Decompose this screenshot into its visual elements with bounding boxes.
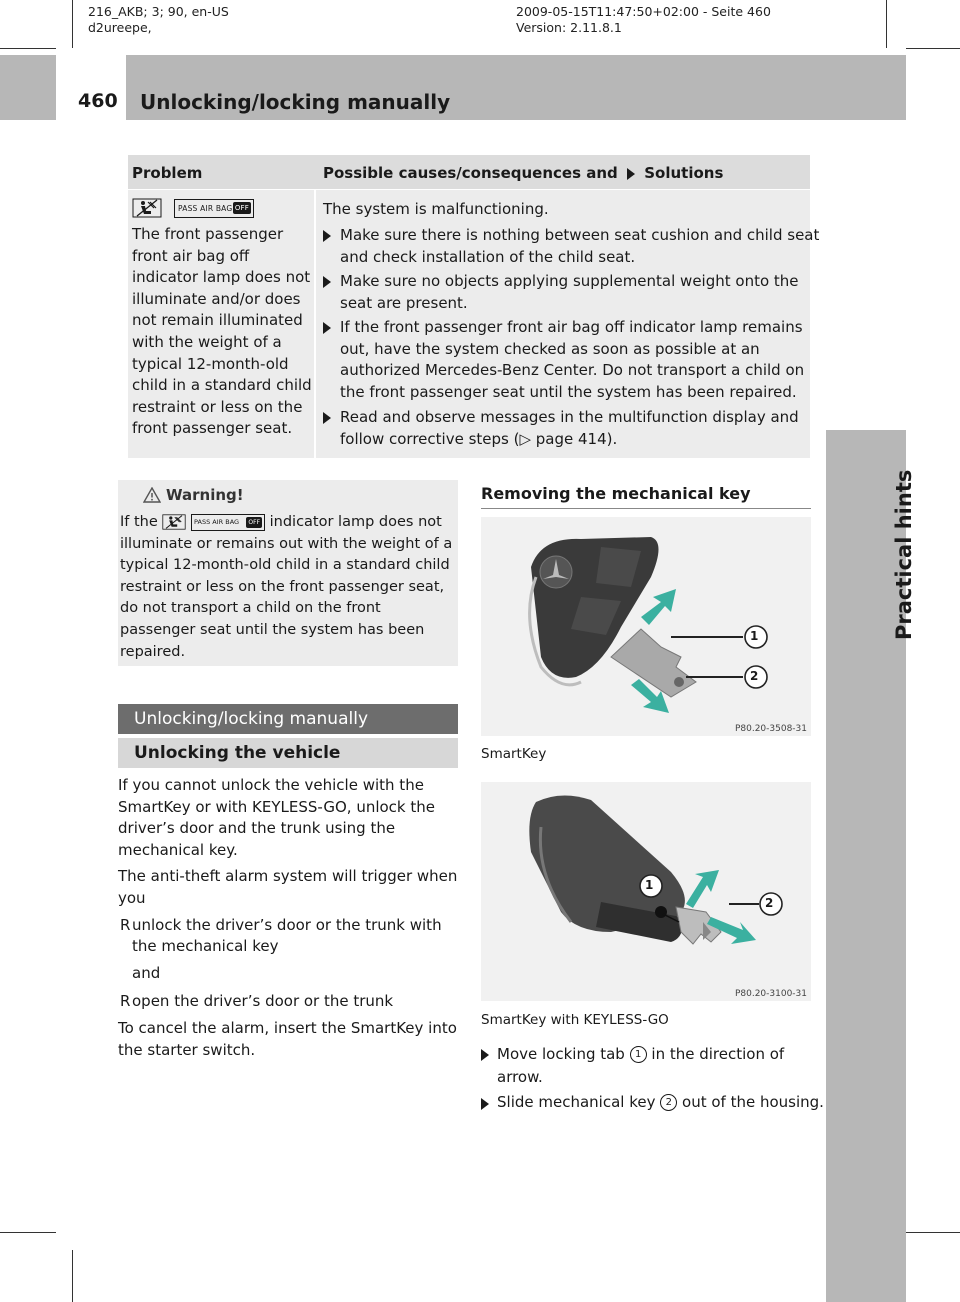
page-title: Unlocking/locking manually [140,90,451,114]
warning-line: illuminate or remains out with the weight of a [120,535,453,552]
callout-2-icon [660,1094,677,1111]
crop-mark [72,1250,73,1302]
warning-line: restraint or less on the front passenger seat, [120,578,445,595]
callout-2: 2 [750,669,759,683]
step-item [497,1091,824,1114]
meta-left-line2: d2ureepe, [88,20,152,35]
callout-1: 1 [750,629,759,643]
column-header-problem: Problem [132,164,203,182]
image-code: P80.20-3508-31 [734,724,807,734]
airbag-off-badge: OFF [248,518,261,526]
warning-title: Warning! [166,486,244,504]
list-line: unlock the driver’s door or the trunk with [132,915,442,934]
step-arrow-icon [323,276,331,288]
print-meta-left [88,4,229,36]
step-text: out of the housing. [682,1093,824,1111]
cause-text: The system is malfunctioning. [323,200,549,218]
callout-1-icon [630,1046,647,1063]
problem-line: front air bag off [132,246,250,265]
solution-line: authorized Mercedes-Benz Center. Do not transport a child on [340,361,805,380]
solution-line: Make sure no objects applying supplemental weight onto the [340,272,799,290]
solution-line: Read and observe messages in the multifunction display and [340,408,799,426]
problem-line: child in a standard child [132,376,312,395]
problem-line: front passenger seat. [132,419,293,438]
smartkey-photo [481,517,811,736]
side-tab-label: Practical hints [892,469,916,640]
image-code: P80.20-3100-31 [734,989,807,999]
problem-line: illuminate and/or does [132,289,301,308]
problem-line: The front passenger [132,225,284,243]
warning-line: repaired. [120,643,186,660]
step-text: arrow. [497,1067,543,1086]
problem-line: indicator lamp does not [132,268,311,287]
crop-mark [0,48,56,49]
crop-mark [72,0,73,48]
crop-mark [0,1232,56,1233]
step-arrow-icon [481,1098,489,1110]
step-item [497,1043,784,1088]
bullet-icon: R [120,992,131,1011]
section-heading: Unlocking/locking manually [118,704,458,734]
list-line: open the driver’s door or the trunk [132,992,394,1011]
subsection-heading: Unlocking the vehicle [118,738,458,768]
pass-airbag-off-icon [191,514,265,531]
meta-left-line1: 216_AKB; 3; 90, en-US [88,4,229,19]
bullet-icon: R [120,915,131,934]
crop-mark [906,48,960,49]
seat-occupant-airbag-icon [132,198,162,218]
step-arrow-icon [323,322,331,334]
step-arrow-icon [323,412,331,424]
step-text: Move locking tab [497,1045,625,1063]
solution-line: seat are present. [340,293,468,312]
warning-pre: If the [120,514,158,530]
solution-line: and check installation of the child seat. [340,247,636,266]
callout-number: 2 [665,1097,672,1108]
solution-item [340,317,804,403]
heading-rule [481,508,811,509]
print-meta-right [516,4,771,36]
body-line: you [118,888,146,907]
problem-line: with the weight of a [132,332,282,351]
solution-line: the front passenger seat until the system has been repaired. [340,382,797,401]
solutions-header-pre: Possible causes/consequences and [323,164,618,182]
warning-line: typical 12-month-old child in a standard child [120,557,450,574]
problem-line: restraint or less on the [132,397,303,416]
meta-right-line2: Version: 2.11.8.1 [516,20,622,35]
step-arrow-icon [481,1049,489,1061]
crop-mark [906,1232,960,1233]
solution-line: out, have the system checked as soon as possible at an [340,339,760,358]
solution-line: follow corrective steps (▷ page 414). [340,429,618,448]
airbag-label: PASS AIR BAG [194,517,240,526]
problem-line: not remain illuminated [132,311,303,330]
warning-post: indicator lamp does not [269,514,442,530]
step-text: in the direction of [651,1045,785,1063]
solution-line: Make sure there is nothing between seat cushion and child seat [340,226,820,244]
crop-mark [886,0,887,48]
solution-item [340,271,799,314]
keyless-go-photo [481,782,811,1001]
page-number: 460 [78,90,118,112]
pass-airbag-off-icon [174,199,254,218]
warning-line-first [120,512,456,534]
section-body [118,775,463,1061]
callout-number: 1 [634,1049,642,1060]
solution-line: If the front passenger front air bag off indicator lamp remains [340,318,803,336]
arrow-icon [627,168,635,180]
warning-triangle-icon [143,487,161,503]
body-line: driver’s door and the trunk using the [118,819,396,838]
subsection-heading-removing: Removing the mechanical key [481,484,751,503]
solution-item [340,225,819,268]
smartkey-illustration [481,517,811,736]
photo-caption: SmartKey [481,746,547,762]
body-line: The anti-theft alarm system will trigger when [118,867,458,886]
seat-occupant-airbag-icon [162,514,186,530]
list-line: the mechanical key [132,937,279,956]
warning-line: passenger seat until the system has been [120,621,425,638]
body-line: To cancel the alarm, insert the SmartKey into [118,1018,457,1037]
warning-text [120,512,456,663]
callout-2: 2 [765,896,774,910]
and-text: and [132,963,161,982]
body-line: the starter switch. [118,1040,256,1059]
problem-description [132,224,312,440]
list-item [118,915,463,958]
airbag-label: PASS AIR BAG [178,204,233,213]
step-arrow-icon [323,230,331,242]
warning-line: do not transport a child on the front [120,600,381,617]
solution-item [340,407,799,450]
meta-right-line1: 2009-05-15T11:47:50+02:00 - Seite 460 [516,4,771,19]
solutions-header-post: Solutions [644,164,724,182]
callout-1: 1 [645,878,654,892]
airbag-indicator-icons [132,198,162,222]
body-line: SmartKey or with KEYLESS-GO, unlock the [118,797,435,816]
list-item [118,991,463,1013]
body-line: If you cannot unlock the vehicle with the [118,776,424,794]
column-header-solutions [323,164,723,182]
table-divider [314,190,316,458]
airbag-off-badge: OFF [234,204,249,212]
body-line: mechanical key. [118,840,238,859]
photo-caption: SmartKey with KEYLESS-GO [481,1012,669,1028]
header-band [0,55,906,120]
problem-line: typical 12-month-old [132,354,289,373]
step-text: Slide mechanical key [497,1093,656,1111]
